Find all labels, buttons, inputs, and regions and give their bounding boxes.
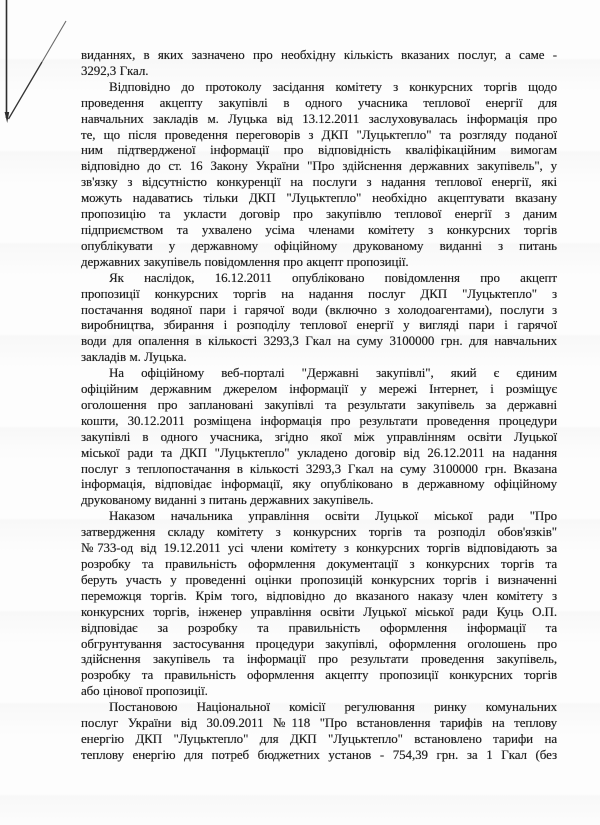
text-line: Наказом начальника управління освіти Луцької міської ради "Про: [109, 508, 557, 524]
paragraph: [81, 699, 557, 763]
text-line: можуть надаватись тільки ДКП "Луцьктепло" необхідно акцептувати вказану: [81, 190, 557, 206]
text-line: конкурсних торгів, інженер управління освіти Луцької міської ради Куць О.П.: [81, 603, 557, 619]
text-line: те, що після проведення переговорів з ДКП "Луцьктепло" та розгляду поданої: [81, 126, 557, 142]
text-line: навчальних закладів м. Луцька від 13.12.2011 заслуховувалась інформація про: [81, 110, 557, 126]
text-line: ним підтвердженої інформації про відповідність кваліфікаційним вимогам: [81, 142, 557, 158]
text-line: обгрунтування застосування процедури закупівлі, оформлення оголошень про: [81, 635, 557, 651]
text-line: послуг України від 30.09.2011 №118 "Про встановлення тарифів на теплову: [81, 715, 557, 731]
text-line: енергію ДКП "Луцьктепло" для ДКП "Луцьктепло" встановлено тарифи на: [81, 730, 557, 746]
paragraph: [81, 79, 557, 270]
text-line: Як наслідок, 16.12.2011 опубліковано повідомлення про акцепт: [109, 269, 557, 285]
text-line: закупівлі в одного учасника, згідно якої між управлінням освіти Луцької: [81, 428, 557, 444]
text-line: беруть участь у проведенні оцінки пропозицій конкурсних торгів і визначенні: [81, 571, 557, 587]
checkmark-annotation: [0, 0, 80, 132]
text-line: оголошення про заплановані закупівлі та результати закупівель за державні: [81, 396, 557, 412]
paragraph: [81, 47, 557, 79]
text-line: інформація, відповідає інформації, яку опубліковано в державному офіційному: [81, 476, 557, 492]
text-line: розробку та правильність оформлення акцепту пропозиції конкурсних торгів: [81, 667, 557, 683]
text-line: підприємством та ухвалено усіма членами комітету з конкурсних торгів: [81, 221, 557, 237]
text-line: здійснення закупівель та інформації про результати проведення закупівель,: [81, 651, 557, 667]
text-line: проведення акцепту закупівлі в одного учасника теплової енергії для: [81, 94, 557, 110]
text-line: затвердження складу комітету з конкурсних торгів та розподіл обов'язків": [81, 524, 557, 540]
text-line: послуг з теплопостачання в кількості 3293,3 Гкал на суму 3100000 грн. Вказана: [81, 460, 557, 476]
text-line: Відповідно до протоколу засідання комітету з конкурсних торгів щодо: [109, 78, 557, 94]
text-line: міської ради та ДКП "Луцьктепло" укладено договір від 26.12.2011 на надання: [81, 444, 557, 460]
text-line: розробку та правильність оформлення документації з конкурсних торгів та: [81, 556, 557, 571]
text-line: постачання водяної пари і гарячої води (включно з холодоагентами), послуги з: [81, 301, 557, 317]
text-line: На офіційному веб-порталі "Державні закупівлі", який є єдиним: [109, 365, 557, 381]
text-line: друкованому виданні з питань державних закупівель.: [81, 492, 374, 508]
text-line: пропозицію та укласти договір про закупівлю теплової енергії з даним: [81, 206, 557, 222]
text-line: закладів м. Луцька.: [81, 349, 187, 365]
text-line: офіційним державним джерелом інформації у мережі Інтернет, і розміщує: [81, 381, 557, 397]
text-line: або цінової пропозиції.: [81, 683, 208, 699]
text-line: Постановою Національної комісії регулювання ринку комунальних: [109, 699, 557, 715]
text-line: пропозиції конкурсних торгів на надання послуг ДКП "Луцьктепло" з: [81, 285, 557, 301]
text-line: державних закупівель повідомлення про акцепт пропозиції.: [81, 253, 409, 269]
text-line: кошти, 30.12.2011 розміщена інформація про результати проведення процедури: [81, 412, 557, 428]
text-line: опублікувати у державному офіційному друкованому виданні з питань: [81, 237, 557, 253]
text-line: води для опалення в кількості 3293,3 Гкал на суму 3100000 грн. для навчальних: [81, 333, 557, 349]
paragraph: [81, 365, 557, 508]
text-line: виданнях, в яких зазначено про необхідну кількість вказаних послуг, а саме -: [81, 47, 557, 62]
text-line: переможця торгів. Крім того, відповідно до вказаного наказу член комітету з: [81, 587, 557, 603]
text-line: №733-од від 19.12.2011 усі члени комітету з конкурсних торгів відповідають за: [81, 540, 557, 556]
text-line: відповідає за розробку та правильність оформлення інформації та: [81, 619, 557, 635]
document-text: [81, 47, 557, 763]
paragraph: [81, 508, 557, 699]
paragraph: [81, 270, 557, 365]
text-line: 3292,3 Гкал.: [81, 62, 149, 78]
text-line: теплову енергію для потреб бюджетних установ - 754,39 грн. за 1 Гкал (без: [81, 746, 557, 762]
text-line: виробництва, збирання і розподілу теплової енергії у вигляді пари і гарячої: [81, 317, 557, 333]
text-line: зв'язку з відсутністю конкуренції на послуги з надання теплової енергії, які: [81, 174, 557, 190]
text-line: відповідно до ст. 16 Закону України "Про здійснення державних закупівель", у: [81, 158, 557, 174]
